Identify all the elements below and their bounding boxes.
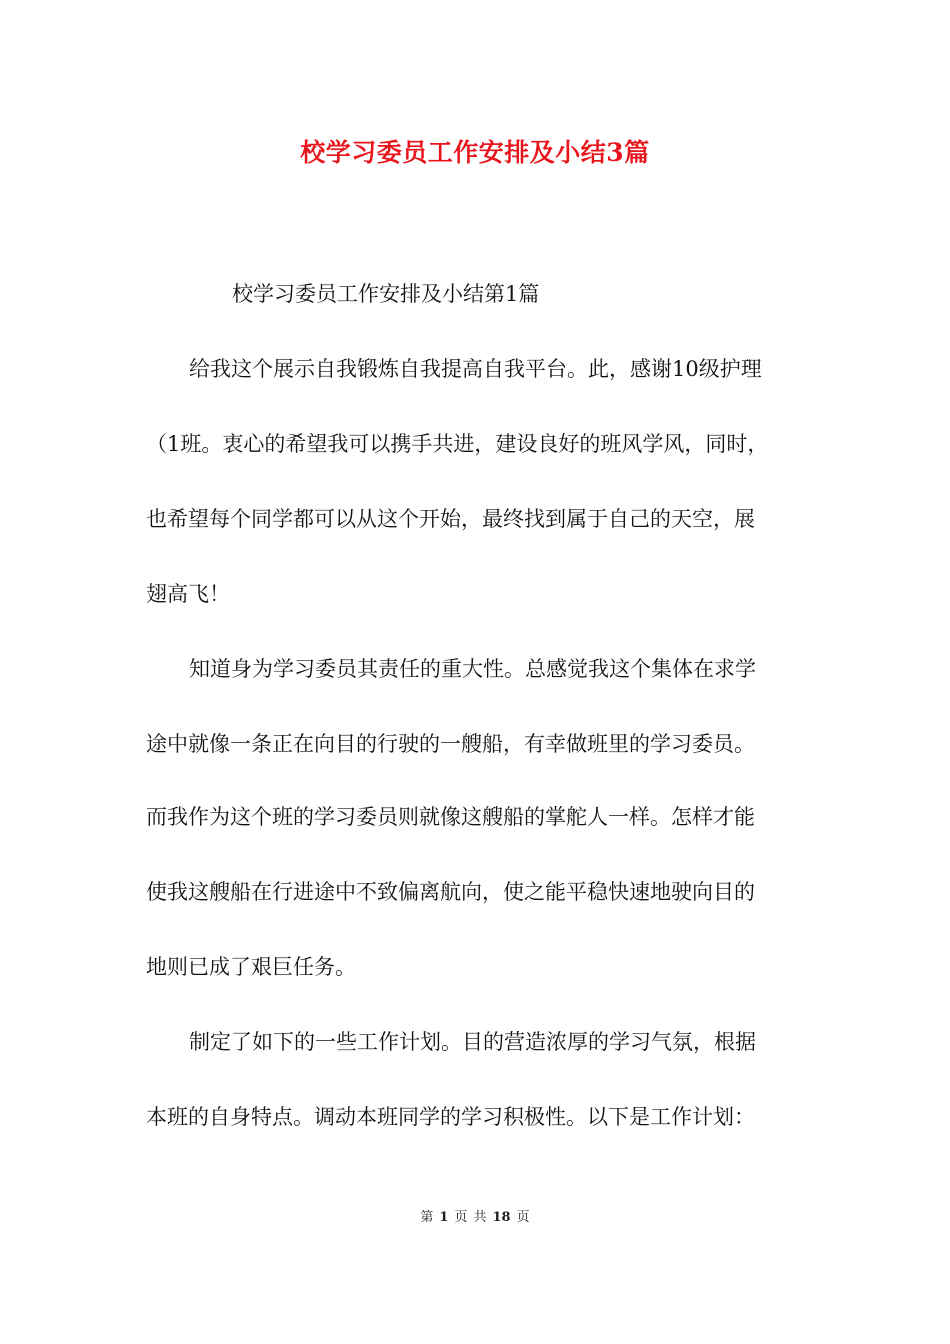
paragraph-1-line-1: 给我这个展示自我锻炼自我提高自我平台。此，感谢10级护理 xyxy=(189,357,762,381)
page-title: 校学习委员工作安排及小结3篇 xyxy=(300,138,650,167)
footer-prefix: 第 xyxy=(420,1210,434,1225)
paragraph-2-line-1: 知道身为学习委员其责任的重大性。总感觉我这个集体在求学 xyxy=(189,657,756,681)
footer-current-page: 1 xyxy=(439,1210,449,1225)
section-heading: 校学习委员工作安排及小结第1篇 xyxy=(232,282,540,306)
paragraph-1-line-2: （1班。衷心的希望我可以携手共进，建设良好的班风学风，同时， xyxy=(146,432,769,456)
footer-suffix: 页 xyxy=(516,1210,530,1225)
paragraph-2-line-4: 使我这艘船在行进途中不致偏离航向，使之能平稳快速地驶向目的 xyxy=(146,880,755,904)
footer-page-label: 页 xyxy=(454,1210,468,1225)
footer-total-pages: 18 xyxy=(492,1210,511,1225)
paragraph-2-line-5: 地则已成了艰巨任务。 xyxy=(146,955,356,979)
paragraph-2-line-2: 途中就像一条正在向目的行驶的一艘船，有幸做班里的学习委员。 xyxy=(146,732,755,756)
page-footer xyxy=(0,1208,950,1228)
paragraph-1-line-4: 翅高飞！ xyxy=(146,582,230,606)
paragraph-3-line-1: 制定了如下的一些工作计划。目的营造浓厚的学习气氛，根据 xyxy=(189,1030,756,1054)
paragraph-3-line-2: 本班的自身特点。调动本班同学的学习积极性。以下是工作计划： xyxy=(146,1105,755,1129)
paragraph-2-line-3: 而我作为这个班的学习委员则就像这艘船的掌舵人一样。怎样才能 xyxy=(146,805,755,829)
paragraph-1-line-3: 也希望每个同学都可以从这个开始，最终找到属于自己的天空，展 xyxy=(146,507,755,531)
footer-total-prefix: 共 xyxy=(473,1210,487,1225)
